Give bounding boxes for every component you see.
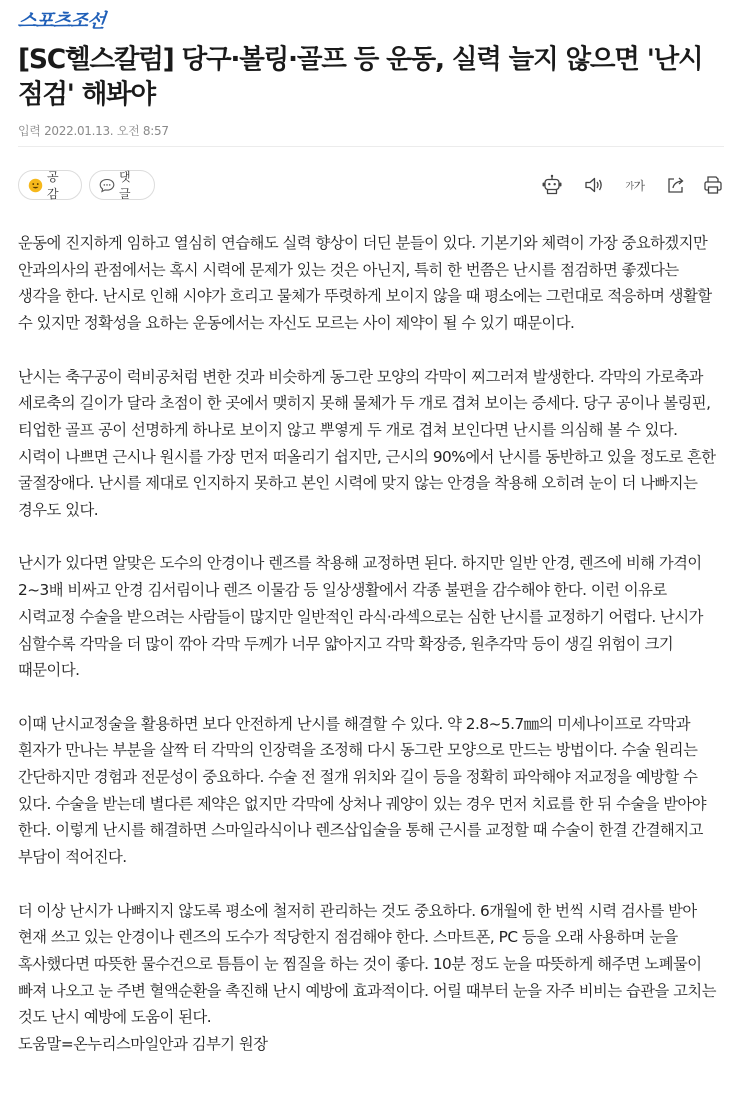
brand-logo[interactable]: 스포츠조선 — [16, 10, 106, 32]
article-title: [SC헬스칼럼] 당구·볼링·골프 등 운동, 실력 늘지 않으면 '난시 점검' 해봐야 — [18, 44, 703, 110]
font-size-button[interactable] — [622, 172, 648, 198]
robot-icon[interactable] — [539, 172, 565, 198]
article-byline: 도움말=온누리스마일안과 김부기 원장 — [18, 1035, 268, 1054]
article-paragraph: 더 이상 난시가 나빠지지 않도록 평소에 철저히 관리하는 것도 중요하다. 6개월에 한 번씩 시력 검사를 받아 현재 쓰고 있는 안경이나 렌즈의 도수가 적당한지 점검해야 한다. 스마트폰, PC 등을 오래 사용하며 눈을 혹사했다면 따뜻한 물수건으로 틈틈이 눈 찜질을 하는 것이 좋다. 10분 정도 눈을 따뜻하게 해주면 노폐물이 빠져 나오고 눈 주변 혈액순환을 촉진해 난시 예방에 효과적이다. 어릴 때부터 눈을 자주 비비는 습관을 고치는 것도 난시 예방에 도움이 된다. — [18, 901, 716, 1027]
article-paragraph: 난시는 축구공이 럭비공처럼 변한 것과 비슷하게 동그란 모양의 각막이 찌그러져 발생한다. 각막의 가로축과 세로축의 길이가 달라 초점이 한 곳에서 맺히지 못해 물체가 두 개로 겹쳐 보이는 증세다. 당구 공이나 볼링핀, 티업한 골프 공이 선명하게 하나로 보이지 않고 뿌옇게 두 개로 겹쳐 보인다면 난시를 의심해 볼 수 있다. 시력이 나쁘면 근시나 원시를 가장 먼저 떠올리기 쉽지만, 근시의 90%에서 난시를 동반하고 있을 정도로 흔한 굴절장애다. 난시를 제대로 인지하지 못하고 본인 시력에 맞지 않는 안경을 착용해 오히려 눈이 더 나빠지는 경우도 있다. — [18, 367, 716, 520]
speech-bubble-icon — [99, 178, 115, 193]
comment-label: 댓글 — [119, 170, 131, 201]
comment-button[interactable] — [89, 170, 155, 200]
smile-emoji-icon — [28, 178, 43, 193]
published-date: 입력 2022.01.13. 오전 8:57 — [18, 124, 169, 138]
like-label: 공감 — [47, 170, 59, 201]
font-size-large-label: 가 — [633, 178, 645, 193]
article-paragraph: 이때 난시교정술을 활용하면 보다 안전하게 난시를 해결할 수 있다. 약 2.8~5.7㎜의 미세나이프로 각막과 흰자가 만나는 부분을 살짝 터 각막의 인장력을 조정해 다시 동그란 모양으로 만드는 방법이다. 수술 원리는 간단하지만 경험과 전문성이 중요하다. 수술 전 절개 위치와 길이 등을 정확히 파악해야 저교정을 예방할 수 있다. 수술을 받는데 별다른 제약은 없지만 각막에 상처나 궤양이 있는 경우 먼저 치료를 한 뒤 수술을 받아야 한다. 이렇게 난시를 해결하면 스마일라식이나 렌즈삽입술을 통해 근시를 교정할 때 수술이 한결 간결해지고 부담이 적어진다. — [18, 714, 707, 867]
article-body — [18, 230, 718, 1058]
print-icon[interactable] — [700, 172, 726, 198]
article-paragraph: 난시가 있다면 알맞은 도수의 안경이나 렌즈를 착용해 교정하면 된다. 하지만 일반 안경, 렌즈에 비해 가격이 2~3배 비싸고 안경 김서림이나 렌즈 이물감 등 일상생활에서 각종 불편을 감수해야 한다. 이런 이유로 시력교정 수술을 받으려는 사람들이 많지만 일반적인 라식·라섹으로는 심한 난시를 교정하기 어렵다. 난시가 심할수록 각막을 더 많이 깎아 각막 두께가 너무 얇아지고 각막 확장증, 원추각막 등이 생길 위험이 크기 때문이다. — [18, 554, 703, 680]
like-button[interactable] — [18, 170, 82, 200]
speaker-icon[interactable] — [581, 172, 607, 198]
share-icon[interactable] — [663, 172, 689, 198]
font-size-small-label: 가 — [625, 181, 634, 192]
header-divider — [18, 146, 724, 147]
article-paragraph: 운동에 진지하게 임하고 열심히 연습해도 실력 향상이 더딘 분들이 있다. 기본기와 체력이 가장 중요하겠지만 안과의사의 관점에서는 혹시 시력에 문제가 있는 것은 아닌지, 특히 한 번쯤은 난시를 점검하면 좋겠다는 생각을 한다. 난시로 인해 시야가 흐리고 물체가 뚜렷하게 보이지 않을 때 평소에는 그런대로 적응하며 생활할 수 있지만 정확성을 요하는 운동에서는 자신도 모르는 사이 제약이 될 수 있기 때문이다. — [18, 234, 712, 333]
